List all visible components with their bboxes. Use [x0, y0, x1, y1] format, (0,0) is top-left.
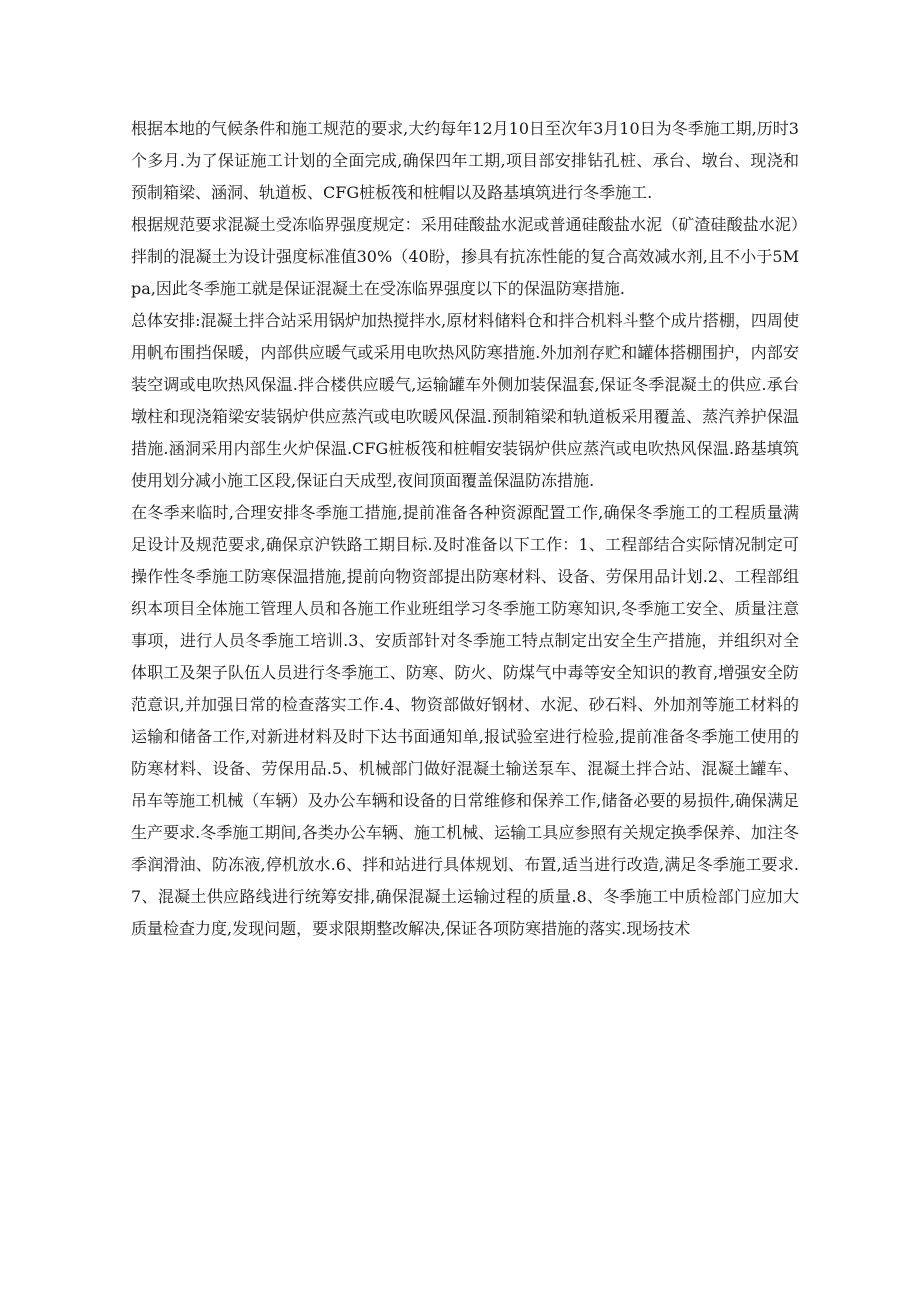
paragraph-critical-strength: 根据规范要求混凝土受冻临界强度规定：采用硅酸盐水泥或普通硅酸盐水泥（矿渣硅酸盐水泥）拌制的混凝土为设计强度标准值30%（40盼，掺具有抗冻性能的复合高效减水剂,且不小于5Mpa,因此冬季施工就是保证混凝土在受冻临界强度以下的保温防寒措施. [131, 215, 799, 298]
paragraph-overall-arrangement: 总体安排:混凝土拌合站采用锅炉加热搅拌水,原材料储料仓和拌合机料斗整个成片搭棚，四周使用帆布围挡保暖，内部供应暖气或采用电吹热风防寒措施.外加剂存贮和罐体搭棚围护，内部安装空调或电吹热风保温.拌合楼供应暖气,运输罐车外侧加装保温套,保证冬季混凝土的供应.承台墩柱和现浇箱梁安装锅炉供应蒸汽或电吹暖风保温.预制箱梁和轨道板采用覆盖、蒸汽养护保温措施.涵洞采用内部生火炉保温.CFG桩板筏和桩帽安装锅炉供应蒸汽或电吹热风保温.路基填筑使用划分减小施工区段,保证白天成型,夜间顶面覆盖保温防冻措施. [131, 311, 799, 490]
document-body [131, 113, 799, 945]
paragraph-preparation-work: 在冬季来临时,合理安排冬季施工措施,提前准备各种资源配置工作,确保冬季施工的工程质量满足设计及规范要求,确保京沪铁路工期目标.及时准备以下工作：1、工程部结合实际情况制定可操作性冬季施工防寒保温措施,提前向物资部提出防寒材料、设备、劳保用品计划.2、工程部组织本项目全体施工管理人员和各施工作业班组学习冬季施工防寒知识,冬季施工安全、质量注意事项，进行人员冬季施工培训.3、安质部针对冬季施工特点制定出安全生产措施，并组织对全体职工及架子队伍人员进行冬季施工、防寒、防火、防煤气中毒等安全知识的教育,增强安全防范意识,并加强日常的检查落实工作.4、物资部做好钢材、水泥、砂石料、外加剂等施工材料的运输和储备工作,对新进材料及时下达书面通知单,报试验室进行检验,提前准备冬季施工使用的防寒材料、设备、劳保用品.5、机械部门做好混凝土输送泵车、混凝土拌合站、混凝土罐车、吊车等施工机械（车辆）及办公车辆和设备的日常维修和保养工作,储备必要的易损件,确保满足生产要求.冬季施工期间,各类办公车辆、施工机械、运输工具应参照有关规定换季保养、加注冬季润滑油、防冻液,停机放水.6、拌和站进行具体规划、布置,适当进行改造,满足冬季施工要求.7、混凝土供应路线进行统筹安排,确保混凝土运输过程的质量.8、冬季施工中质检部门应加大质量检查力度,发现问题，要求限期整改解决,保证各项防寒措施的落实.现场技术 [131, 503, 799, 938]
paragraph-winter-schedule: 根据本地的气候条件和施工规范的要求,大约每年12月10日至次年3月10日为冬季施工期,历时3个多月.为了保证施工计划的全面完成,确保四年工期,项目部安排钻孔桩、承台、墩台、现浇和预制箱梁、涵洞、轨道板、CFG桩板筏和桩帽以及路基填筑进行冬季施工. [131, 119, 799, 202]
